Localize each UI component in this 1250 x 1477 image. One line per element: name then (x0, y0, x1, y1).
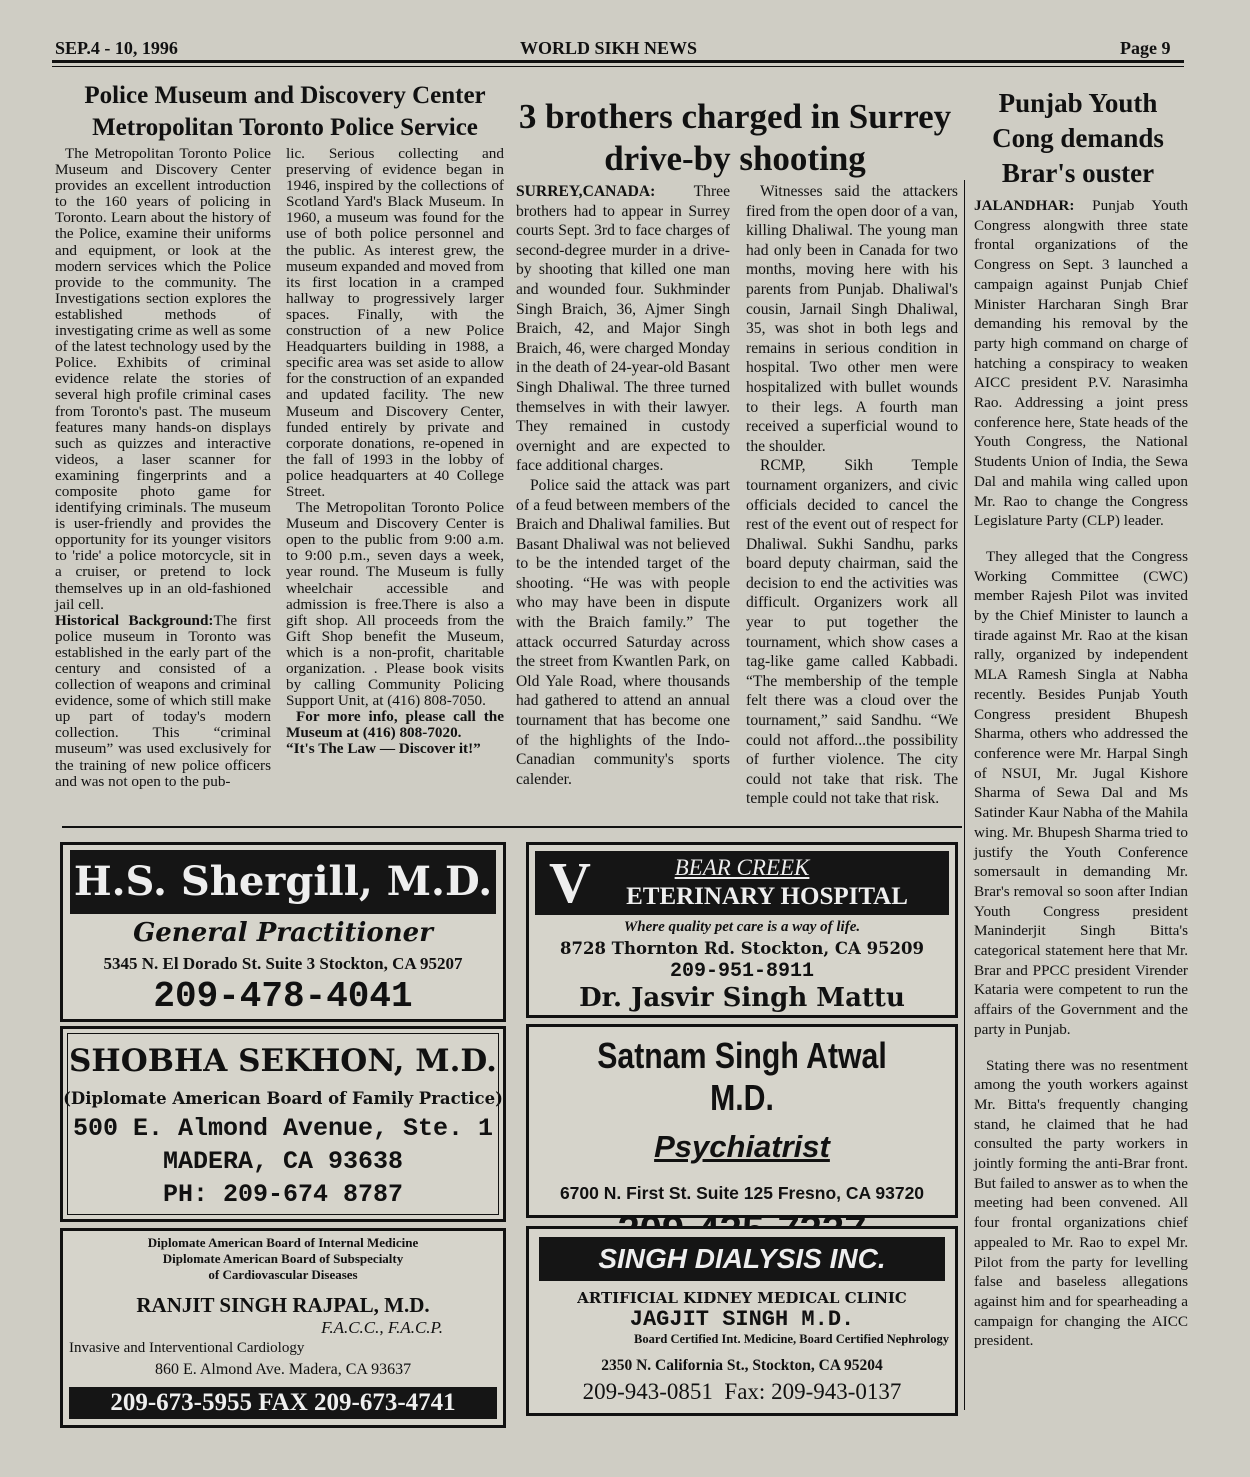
sekhon-phone: PH: 209-674 8787 (162, 1180, 404, 1209)
punjab-headline (968, 86, 1188, 191)
column-rule (964, 180, 965, 1410)
sekhon-name: SHOBHA SEKHON, M.D. (69, 1043, 497, 1079)
dialysis-board: Board Certified Int. Medicine, Board Certified Nephrology (633, 1332, 949, 1346)
dialysis-name: SINGH DIALYSIS INC. (539, 1237, 945, 1281)
rajpal-credentials: F.A.C.C., F.A.C.P. (321, 1318, 443, 1337)
bearcreek-phone: 209-951-8911 (669, 960, 815, 983)
dialysis-doctor: JAGJIT SINGH M.D. (629, 1307, 855, 1332)
atwal-address: 6700 N. First St. Suite 125 Fresno, CA 93720 (559, 1183, 925, 1203)
surrey-headline-line2: drive-by shooting (604, 139, 866, 178)
punjab-p1: Punjab Youth Congress alongwith three state frontal organizations of the Congress on Sept. 3 launched a campaign against Punjab Chief Minister Harcharan Singh Brar demanding his removal by the party high command on charge of hatching a conspiracy to weaken AICC president P.V. Narasimha Rao. Addressing a joint press conference here, State heads of the Youth Congress, the National Students Union of India, the Sewa Dal and mahila wing called upon Mr. Rao to change the Congress Legislature Party (CLP) leader. (974, 197, 1189, 530)
header-rule (52, 60, 1184, 63)
sekhon-address1: 500 E. Almond Avenue, Ste. 1 (72, 1114, 494, 1143)
surrey-col1 (516, 182, 730, 789)
shergill-name: H.S. Shergill, M.D. (70, 850, 496, 914)
surrey-headline (510, 96, 960, 180)
page-number: Page 9 (1120, 38, 1171, 58)
punjab-p2: They alleged that the Congress Working Committee (CWC) member Rajesh Pilot was invited by the Chief Minister to launch a tirade against Mr. Rao at the kisan rally, organized by independent MLA Ramesh Singla at Nabha recently. Besides Punjab Youth Congress president Bhupesh Sharma, others who addressed the conference were Mr. Harpal Singh of NSUI, Mr. Jugal Kishore Sharma of Sewa Dal and Ms Satinder Kaur Nabha of the Mahila wing. Mr. Bhupesh Sharma tried to justify the Youth Conference somersault in demanding Mr. Brar's removal so soon after Indian Youth Congress president Maninderjit Singh Bitta's categorical statement here that Mr. Brar and PPCC president Virender Kataria were competent to run the affairs of the Government and the party in Punjab. (974, 547, 1188, 1038)
museum-headline-line2: Metropolitan Toronto Police Service (92, 114, 478, 141)
punjab-dateline: JALANDHAR: (974, 197, 1075, 214)
bearcreek-name-2: ETERINARY HOSPITAL (626, 883, 908, 910)
museum-col2-p2: The Metropolitan Toronto Police Museum and Discovery Center is open to the public from 9:00 a.m. to 9:00 p.m., seven days a week, year round. The Museum is fully wheelchair accessible and admission is free.There is also a gift shop. All proceeds from the Gift Shop benefit the Museum, which is a non-profit, charitable organization. . Please book visits by calling Community Policing Support Unit, at (416) 808-7050. (286, 499, 504, 710)
ad-shergill (60, 842, 506, 1022)
museum-col1 (55, 146, 271, 790)
shergill-title: General Practitioner (133, 918, 433, 948)
surrey-headline-line1: 3 brothers charged in Surrey (518, 97, 952, 136)
surrey-dateline: SURREY,CANADA: (516, 183, 656, 200)
punjab-headline-line2: Cong demands (992, 123, 1164, 153)
shergill-phone: 209-478-4041 (153, 976, 413, 1017)
bearcreek-name-1: BEAR CREEK (674, 855, 810, 880)
museum-col2 (286, 146, 504, 758)
surrey-col2-p2: RCMP, Sikh Temple tournament organizers, and civic officials decided to cancel the rest of the event out of respect for Dhaliwal. Sukhi Sandhu, parks board deputy chairman, said the decision to end the activities was difficult. Organizers work all year to put together the tournament, which show cases a tag-like game called Kabbadi. “The membership of the temple felt there was a cloud over the tournament,” said Sandhu. “We could not afford...the possibility of further violence. The city could not take that risk. The temple could not take that risk. (746, 457, 958, 808)
newspaper-name: WORLD SIKH NEWS (520, 38, 698, 58)
section-divider (62, 826, 962, 828)
bearcreek-doctor: Dr. Jasvir Singh Mattu (579, 983, 905, 1013)
surrey-col2-p1: Witnesses said the attackers fired from the open door of a van, killing Dhaliwal. The young man had only been in Canada for two months, moving here with his parents from Punjab. Dhaliwal's cousin, Jarnail Singh Dhaliwal, 35, was shot in both legs and remains in serious condition in hospital. Two other men were hospitalized with bullet wounds to their legs. A fourth man received a superficial wound to the shoulder. (746, 183, 958, 455)
surrey-col1-p2: Police said the attack was part of a feud between members of the Braich and Dhaliwal families. But Basant Dhaliwal was not believed to be the intended target of the shooting. “He was with people who may have been in dispute with the Braich family.” The attack occurred Saturday across the street from Kwantlen Park, on Old Yale Road, where thousands had gathered to attend an annual tournament that has become one of the highlights of the Indo-Canadian community's sports calender. (516, 476, 730, 788)
museum-contact: For more info, please call the Museum at (416) 808-7020. (286, 708, 504, 742)
ad-atwal (526, 1024, 958, 1218)
museum-headline-line1: Police Museum and Discovery Center (84, 82, 486, 109)
rajpal-address: 860 E. Almond Ave. Madera, CA 93637 (154, 1361, 412, 1378)
punjab-p3: Stating there was no resentment among the youth workers against Mr. Bitta's frequently changing stand, he claimed that he had consulted the party workers in jointly forming the anti-Brar front. But failed to answer as to when the meeting had been convened. All four frontal organizations chief appealed to Mr. Rao to expel Mr. Pilot from the party for levelling false and baseless allegations against him and for spearheading a campaign for changing the AICC president. (974, 1056, 1188, 1350)
punjab-headline-line1: Punjab Youth (998, 88, 1158, 118)
museum-section-label: Historical Background: (55, 611, 214, 629)
bearcreek-initial: V (549, 850, 591, 915)
rajpal-phone: 209-673-5955 FAX 209-673-4741 (69, 1387, 497, 1419)
header-rule-thin (52, 66, 1184, 67)
surrey-col1-p1: Three brothers had to appear in Surrey courts Sept. 3rd to face charges of second-degree murder in a drive-by shooting that killed one man and wounded four. Sukhminder Singh Braich, 36, Ajmer Singh Braich, 42, and Major Singh Braich, 46, were charged Monday in the death of 24-year-old Basant Singh Dhaliwal. The three turned themselves in with their lawyer. They remained in custody overnight and are expected to face additional charges. (516, 183, 730, 475)
issue-date: SEP.4 - 10, 1996 (55, 38, 178, 58)
rajpal-board-3: of Cardiovascular Diseases (208, 1267, 358, 1282)
dialysis-clinic: ARTIFICIAL KIDNEY MEDICAL CLINIC (577, 1289, 907, 1307)
sekhon-board: (Diplomate American Board of Family Practice) (63, 1089, 503, 1108)
museum-col2-p1: lic. Serious collecting and preserving of evidence began in 1946, inspired by the collections of Scotland Yard's Black Museum. In 1960, a museum was found for the use of both police personnel and the public. As interest grew, the museum expanded and moved from its first location in a cramped hallway to progressively larger spaces. Finally, with the construction of a new Police Headquarters building in 1988, a specific area was set aside to allow for the construction of an expanded and updated facility. The new Museum and Discovery Center, funded entirely by private and corporate donations, re-opened in the fall of 1993 in the lobby of police headquarters at 40 College Street. (286, 145, 504, 500)
bearcreek-tagline: Where quality pet care is a way of life. (623, 919, 861, 935)
rajpal-name: RANJIT SINGH RAJPAL, M.D. (136, 1293, 430, 1317)
punjab-headline-line3: Brar's ouster (1001, 158, 1155, 188)
rajpal-specialty: Invasive and Interventional Cardiology (69, 1340, 305, 1356)
atwal-name: Satnam Singh Atwal M.D. (597, 1035, 887, 1118)
museum-col1-p1: The Metropolitan Toronto Police Museum and Discovery Center provides an excellent introduction to the 160 years of policing in Toronto. Learn about the history of the Police, examine their uniforms and equipment, or look at the modern services which the Police provide to the community. The Investigations section explores the established methods of investigating crime as well as some of the latest technology used by the Police. Exhibits of criminal evidence relate the stories of several high profile criminal cases from Toronto's past. The museum features many hands-on displays such as quizzes and interactive videos, a laser scanner for examining fingerprints and a composite photo game for identifying criminals. The museum is user-friendly and provides the opportunity for its younger visitors to 'ride' a police motorcycle, sit in a cruiser, or pretend to lock themselves up in an old-fashioned jail cell. (55, 145, 271, 613)
ad-dialysis (526, 1226, 958, 1416)
bearcreek-address: 8728 Thornton Rd. Stockton, CA 95209 (560, 939, 924, 958)
punjab-body (974, 196, 1188, 1351)
rajpal-board-2: Diplomate American Board of Subspecialty (162, 1251, 404, 1266)
rajpal-board-1: Diplomate American Board of Internal Medicine (147, 1235, 419, 1250)
ad-rajpal (60, 1228, 506, 1428)
shergill-address: 5345 N. El Dorado St. Suite 3 Stockton, CA 95207 (103, 954, 463, 973)
sekhon-address2: MADERA, CA 93638 (162, 1147, 404, 1176)
museum-slogan: “It's The Law — Discover it!” (286, 740, 481, 758)
dialysis-address: 2350 N. California St., Stockton, CA 95204 (601, 1357, 883, 1374)
museum-headline (55, 80, 515, 144)
surrey-col2 (746, 182, 958, 809)
atwal-title: Psychiatrist (654, 1129, 830, 1164)
museum-col1-p2: The first police museum in Toronto was established in the early part of the century and consisted of a collection of weapons and criminal evidence, some of which still make up part of today's modern collection. This “criminal museum” was used exclusively for the training of new police officers and was not open to the pub- (55, 611, 271, 790)
ad-bearcreek (526, 842, 958, 1018)
dialysis-phone: 209-943-0851 Fax: 209-943-0137 (582, 1379, 902, 1404)
ad-sekhon (60, 1026, 506, 1222)
